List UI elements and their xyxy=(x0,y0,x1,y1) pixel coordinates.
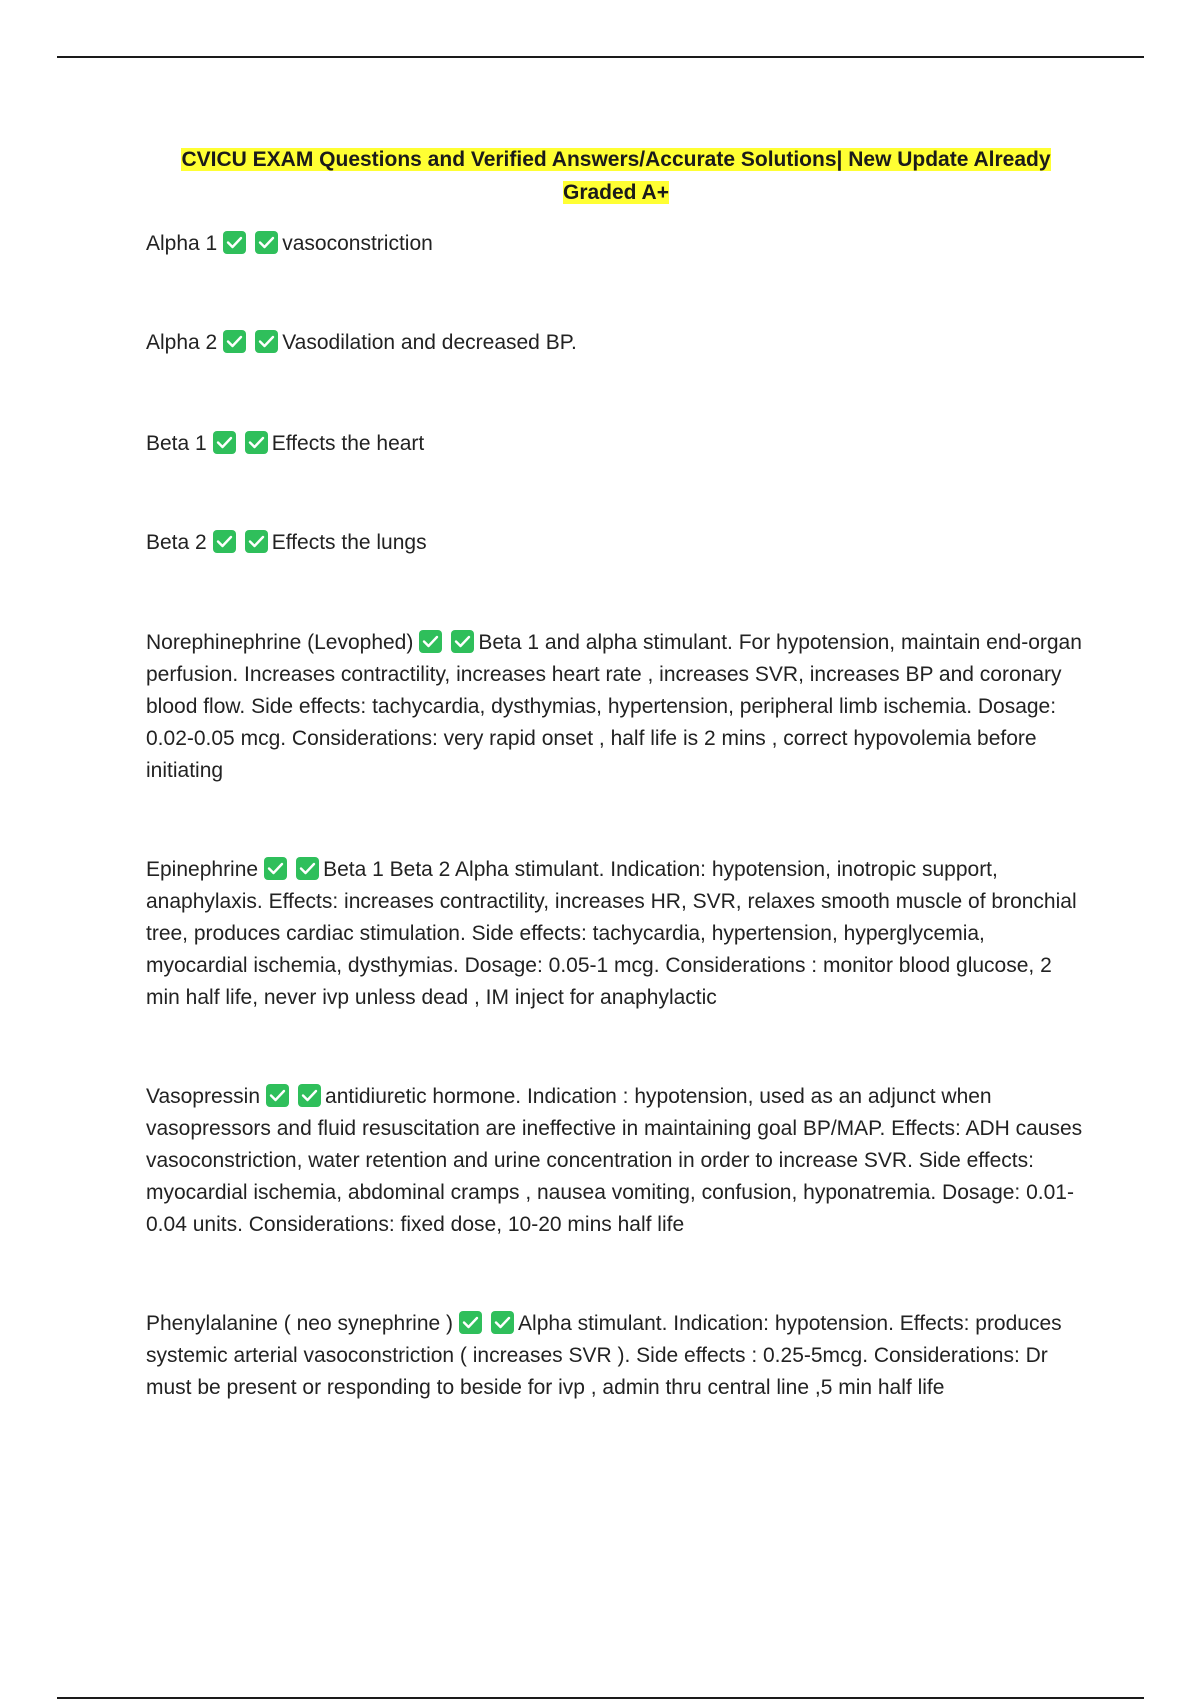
check-mark-icon xyxy=(491,1311,514,1334)
entry-answer: Beta 1 and alpha stimulant. For hypotension, maintain end-organ perfusion. Increases contractility, increases heart rate , increases SVR, increases BP and coronary blood flow. Side effects: tachycardia, dysthymias, hypertension, peripheral limb ischemia. Dosage: 0.02-0.05 mcg. Considerations: very rapid onset , half life is 2 mins , correct hypovolemia before initiating xyxy=(146,631,1082,782)
entry-term: Norephinephrine (Levophed) xyxy=(146,631,414,654)
entry-term: Beta 1 xyxy=(146,432,207,455)
qa-entry-alpha-2 xyxy=(146,327,1091,359)
check-mark-icon xyxy=(255,330,278,353)
entry-answer: Effects the lungs xyxy=(271,531,427,554)
top-rule xyxy=(57,56,1144,58)
qa-list xyxy=(146,228,1091,1404)
check-mark-icon xyxy=(266,1084,289,1107)
check-mark-icon xyxy=(298,1084,321,1107)
check-mark-icon xyxy=(255,231,278,254)
entry-answer: antidiuretic hormone. Indication : hypotension, used as an adjunct when vasopressors and fluid resuscitation are ineffective in maintaining goal BP/MAP. Effects: ADH causes vasoconstriction, water retention and urine concentration in order to increase SVR. Side effects: myocardial ischemia, abdominal cramps , nausea vomiting, confusion, hyponatremia. Dosage: 0.01-0.04 units. Considerations: fixed dose, 10-20 mins half life xyxy=(146,1085,1083,1236)
check-mark-icon xyxy=(223,231,246,254)
qa-entry-vasopressin xyxy=(146,1081,1091,1241)
entry-answer: Alpha stimulant. Indication: hypotension. Effects: produces systemic arterial vasoconstriction ( increases SVR ). Side effects : 0.25-5mcg. Considerations: Dr must be present or responding to beside for ivp , admin thru central line ,5 min half life xyxy=(146,1312,1062,1399)
entry-term: Phenylalanine ( neo synephrine ) xyxy=(146,1312,454,1335)
qa-entry-phenylalanine xyxy=(146,1308,1091,1404)
entry-term: Alpha 2 xyxy=(146,331,218,354)
qa-entry-beta-1 xyxy=(146,428,1091,460)
qa-entry-alpha-1 xyxy=(146,228,1091,260)
qa-entry-norephinephrine xyxy=(146,627,1091,787)
page-title xyxy=(146,143,1086,209)
check-mark-icon xyxy=(419,630,442,653)
entry-term: Epinephrine xyxy=(146,858,259,881)
qa-entry-beta-2 xyxy=(146,527,1091,559)
entry-term: Beta 2 xyxy=(146,531,207,554)
entry-answer: Vasodilation and decreased BP. xyxy=(282,331,577,354)
entry-answer: vasoconstriction xyxy=(282,232,433,255)
check-mark-icon xyxy=(459,1311,482,1334)
check-mark-icon xyxy=(451,630,474,653)
check-mark-icon xyxy=(296,857,319,880)
bottom-rule xyxy=(57,1697,1144,1699)
check-mark-icon xyxy=(245,530,268,553)
highlighted-title-text: CVICU EXAM Questions and Verified Answers/Accurate Solutions| New Update Already Graded A+ xyxy=(181,148,1051,204)
entry-answer: Effects the heart xyxy=(271,432,425,455)
check-mark-icon xyxy=(223,330,246,353)
check-mark-icon xyxy=(264,857,287,880)
entry-answer: Beta 1 Beta 2 Alpha stimulant. Indication: hypotension, inotropic support, anaphylaxis. Effects: increases contractility, increases HR, SVR, relaxes smooth muscle of bronchial tree, produces cardiac stimulation. Side effects: tachycardia, hypertension, hyperglycemia, myocardial ischemia, dysthymias. Dosage: 0.05-1 mcg. Considerations : monitor blood glucose, 2 min half life, never ivp unless dead , IM inject for anaphylactic xyxy=(146,858,1077,1009)
check-mark-icon xyxy=(245,431,268,454)
entry-term: Alpha 1 xyxy=(146,232,218,255)
entry-term: Vasopressin xyxy=(146,1085,261,1108)
qa-entry-epinephrine xyxy=(146,854,1091,1014)
check-mark-icon xyxy=(213,431,236,454)
check-mark-icon xyxy=(213,530,236,553)
